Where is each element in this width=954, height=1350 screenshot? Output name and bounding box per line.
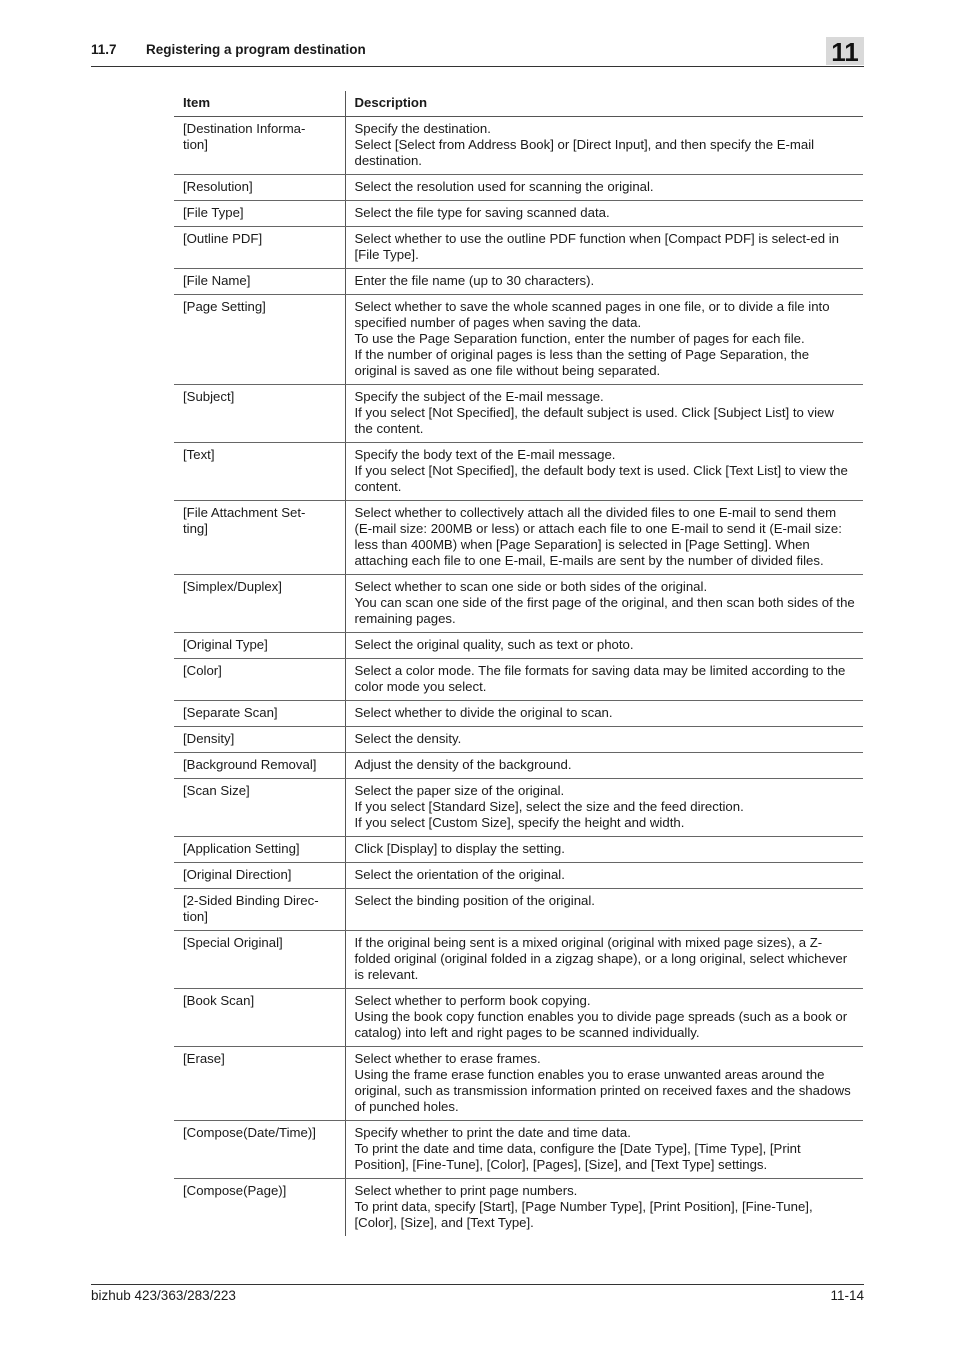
item-cell: [Erase] xyxy=(174,1047,345,1121)
description-line: Select the paper size of the original. xyxy=(354,783,565,798)
table-row xyxy=(174,1121,863,1179)
table-row xyxy=(174,295,863,385)
table-row xyxy=(174,931,863,989)
description-cell xyxy=(345,269,863,295)
description-line: Select whether to collectively attach all the divided files to one E-mail to send them (E-mail size: 200MB or less) or attach each file to one E-mail to send it (E-mail size: less than 400MB) when [Page Separation] is selected in [Page Setting]. When attaching each file to one E-mail, E-mails are sent by the number of divided files. xyxy=(354,505,842,568)
settings-table xyxy=(174,91,863,1236)
item-cell: [Original Direction] xyxy=(174,863,345,889)
description-cell xyxy=(345,753,863,779)
table-row xyxy=(174,863,863,889)
description-line: Select the original quality, such as text or photo. xyxy=(354,637,634,652)
table-row xyxy=(174,201,863,227)
description-line: Select whether to use the outline PDF function when [Compact PDF] is select-ed in [File Type]. xyxy=(354,231,840,262)
description-cell xyxy=(345,1047,863,1121)
table-row xyxy=(174,501,863,575)
description-line: Specify the subject of the E-mail message. xyxy=(354,389,604,404)
table-body xyxy=(174,117,863,1237)
table-row xyxy=(174,837,863,863)
footer-model: bizhub 423/363/283/223 xyxy=(91,1288,236,1303)
item-cell: [Compose(Date/Time)] xyxy=(174,1121,345,1179)
item-cell: [2-Sided Binding Direc- tion] xyxy=(174,889,345,931)
description-line: Select whether to print page numbers. xyxy=(354,1183,578,1198)
table-row xyxy=(174,443,863,501)
description-cell xyxy=(345,863,863,889)
table-row xyxy=(174,727,863,753)
item-cell: [Application Setting] xyxy=(174,837,345,863)
item-cell: [File Name] xyxy=(174,269,345,295)
item-cell: [Original Type] xyxy=(174,633,345,659)
description-line: Using the frame erase function enables you to erase unwanted areas around the original, such as transmission information printed on received faxes and the shadows of punched holes. xyxy=(354,1067,851,1114)
description-cell xyxy=(345,889,863,931)
description-cell xyxy=(345,295,863,385)
description-cell xyxy=(345,175,863,201)
item-cell: [Special Original] xyxy=(174,931,345,989)
description-line: If you select [Custom Size], specify the height and width. xyxy=(354,815,685,830)
table-row xyxy=(174,989,863,1047)
item-cell: [Destination Informa- tion] xyxy=(174,117,345,175)
description-cell xyxy=(345,633,863,659)
item-cell: [Compose(Page)] xyxy=(174,1179,345,1237)
description-cell xyxy=(345,117,863,175)
description-line: If the original being sent is a mixed original (original with mixed page sizes), a Z-folded original (original folded in a zigzag shape), or a long original, select whichever is relevant. xyxy=(354,935,848,982)
table-row xyxy=(174,575,863,633)
item-cell: [Book Scan] xyxy=(174,989,345,1047)
table-row xyxy=(174,269,863,295)
description-line: Select whether to scan one side or both sides of the original. xyxy=(354,579,708,594)
description-line: Specify the destination. xyxy=(354,121,491,136)
description-line: If you select [Standard Size], select the size and the feed direction. xyxy=(354,799,744,814)
description-line: If you select [Not Specified], the default subject is used. Click [Subject List] to view the content. xyxy=(354,405,834,436)
description-cell xyxy=(345,575,863,633)
item-cell: [Subject] xyxy=(174,385,345,443)
table-row xyxy=(174,385,863,443)
description-line: Select the orientation of the original. xyxy=(354,867,565,882)
description-line: To print data, specify [Start], [Page Number Type], [Print Position], [Fine-Tune], [Color], [Size], and [Text Type]. xyxy=(354,1199,813,1230)
page-header xyxy=(91,37,864,67)
description-line: Select a color mode. The file formats for saving data may be limited according to the color mode you select. xyxy=(354,663,846,694)
table-row xyxy=(174,175,863,201)
description-line: To print the date and time data, configure the [Date Type], [Time Type], [Print Position], [Fine-Tune], [Color], [Pages], [Size], and [Text Type] settings. xyxy=(354,1141,801,1172)
item-cell: [Color] xyxy=(174,659,345,701)
description-line: Select the file type for saving scanned data. xyxy=(354,205,610,220)
description-line: Select the resolution used for scanning the original. xyxy=(354,179,654,194)
description-line: Select the binding position of the original. xyxy=(354,893,595,908)
settings-table-container xyxy=(174,91,863,1236)
description-cell xyxy=(345,385,863,443)
description-line: Specify the body text of the E-mail message. xyxy=(354,447,616,462)
description-cell xyxy=(345,727,863,753)
table-row xyxy=(174,779,863,837)
item-cell: [Resolution] xyxy=(174,175,345,201)
description-line: Click [Display] to display the setting. xyxy=(354,841,565,856)
chapter-badge: 11 xyxy=(826,37,864,65)
item-cell: [File Type] xyxy=(174,201,345,227)
item-cell: [Outline PDF] xyxy=(174,227,345,269)
table-row xyxy=(174,227,863,269)
description-line: If the number of original pages is less than the setting of Page Separation, the original is saved as one file without being separated. xyxy=(354,347,810,378)
table-row xyxy=(174,889,863,931)
table-row xyxy=(174,633,863,659)
description-cell xyxy=(345,659,863,701)
item-cell: [Background Removal] xyxy=(174,753,345,779)
item-cell: [File Attachment Set- ting] xyxy=(174,501,345,575)
description-cell xyxy=(345,1179,863,1237)
item-cell: [Text] xyxy=(174,443,345,501)
description-line: Using the book copy function enables you to divide page spreads (such as a book or catalog) into left and right pages to be scanned individually. xyxy=(354,1009,848,1040)
table-row xyxy=(174,701,863,727)
table-row xyxy=(174,753,863,779)
table-row xyxy=(174,117,863,175)
description-cell xyxy=(345,931,863,989)
description-cell xyxy=(345,227,863,269)
description-line: Select whether to divide the original to scan. xyxy=(354,705,613,720)
description-cell xyxy=(345,837,863,863)
item-cell: [Simplex/Duplex] xyxy=(174,575,345,633)
description-line: Select [Select from Address Book] or [Direct Input], and then specify the E-mail destination. xyxy=(354,137,815,168)
description-line: Select whether to erase frames. xyxy=(354,1051,541,1066)
table-header-row xyxy=(174,91,863,117)
section-number: 11.7 xyxy=(91,42,117,57)
description-line: Select whether to save the whole scanned pages in one file, or to divide a file into specified number of pages when saving the data. xyxy=(354,299,830,330)
description-line: You can scan one side of the first page of the original, and then scan both sides of the remaining pages. xyxy=(354,595,855,626)
column-header-item: Item xyxy=(174,91,345,117)
item-cell: [Page Setting] xyxy=(174,295,345,385)
table-row xyxy=(174,1179,863,1237)
section-title: Registering a program destination xyxy=(146,42,366,57)
description-line: Adjust the density of the background. xyxy=(354,757,572,772)
item-cell: [Density] xyxy=(174,727,345,753)
description-cell xyxy=(345,989,863,1047)
description-line: To use the Page Separation function, enter the number of pages for each file. xyxy=(354,331,805,346)
table-row xyxy=(174,1047,863,1121)
description-line: Enter the file name (up to 30 characters). xyxy=(354,273,595,288)
item-cell: [Scan Size] xyxy=(174,779,345,837)
page-footer xyxy=(91,1284,864,1303)
description-line: Specify whether to print the date and time data. xyxy=(354,1125,631,1140)
description-cell xyxy=(345,201,863,227)
description-line: Select the density. xyxy=(354,731,462,746)
description-line: Select whether to perform book copying. xyxy=(354,993,591,1008)
description-cell xyxy=(345,701,863,727)
description-cell xyxy=(345,501,863,575)
description-cell xyxy=(345,1121,863,1179)
column-header-description: Description xyxy=(345,91,863,117)
item-cell: [Separate Scan] xyxy=(174,701,345,727)
description-line: If you select [Not Specified], the default body text is used. Click [Text List] to view the content. xyxy=(354,463,848,494)
description-cell xyxy=(345,779,863,837)
table-row xyxy=(174,659,863,701)
description-cell xyxy=(345,443,863,501)
footer-page-number: 11-14 xyxy=(830,1288,864,1303)
